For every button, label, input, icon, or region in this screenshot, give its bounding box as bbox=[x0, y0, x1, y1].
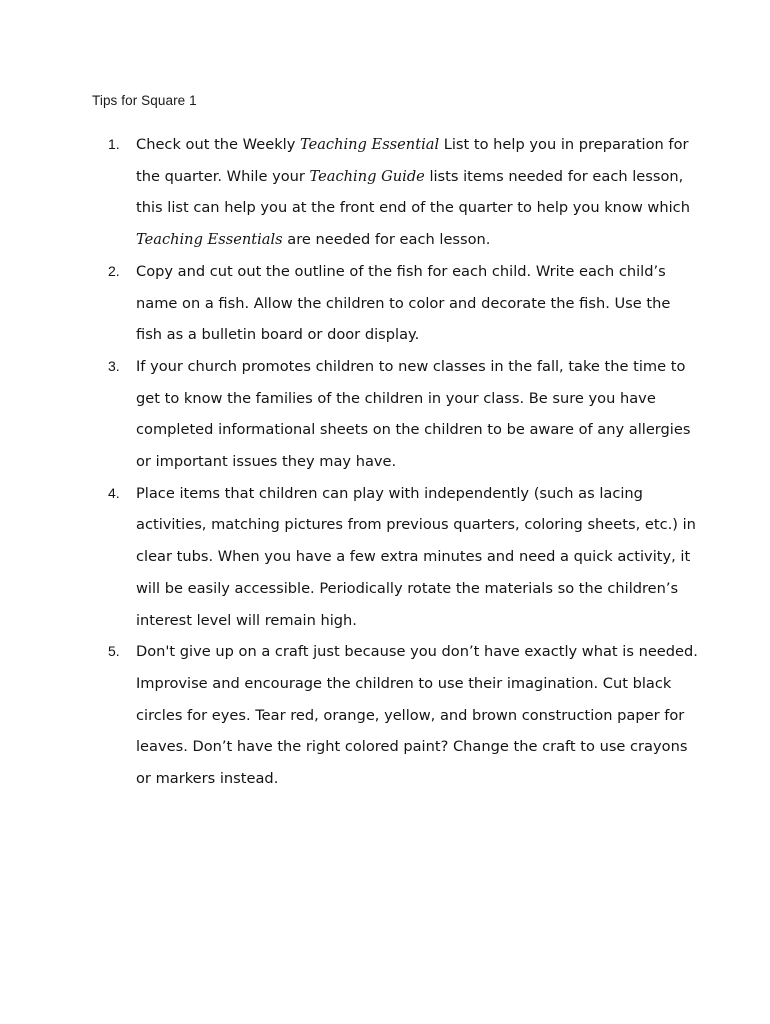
tip-text bbox=[136, 136, 690, 248]
tip-text bbox=[136, 643, 698, 787]
tip-number: 2. bbox=[108, 262, 120, 279]
tip-text bbox=[136, 263, 670, 343]
tip-text-segment: Copy and cut out the outline of the fish for each child. Write each child’s name on a fish. Allow the children to color and decorate the fish. Use the fish as a bulletin board or door display. bbox=[136, 262, 671, 344]
tip-text-segment: List to help you in preparation for the quarter. While your bbox=[136, 136, 689, 185]
tip-text bbox=[136, 485, 696, 629]
tip-item bbox=[108, 256, 698, 351]
tip-text bbox=[136, 358, 690, 470]
tips-list bbox=[108, 129, 698, 795]
tip-item bbox=[108, 129, 698, 256]
tip-item bbox=[108, 636, 698, 795]
tip-item bbox=[108, 478, 698, 637]
tip-text-segment: Don't give up on a craft just because you don’t have exactly what is needed. Improvise and encourage the children to use their imagination. Cut black circles for eyes. Tear red, orange, yellow, and brown construction paper for leaves. Don’t have the right colored paint? Change the craft to use crayons or markers instead. bbox=[136, 643, 698, 788]
tip-text-italic-segment: Teaching Essentials bbox=[136, 231, 283, 249]
tip-text-segment: lists items needed for each lesson, this list can help you at the front end of the quarter to help you know which bbox=[136, 167, 690, 217]
tip-text-segment: Place items that children can play with independently (such as lacing activities, matching pictures from previous quarters, coloring sheets, etc.) in clear tubs. When you have a few extra minutes and need a quick activity, it will be easily accessible. Periodically rotate the materials so the children’s interest level will remain high. bbox=[136, 484, 696, 629]
tip-item bbox=[108, 351, 698, 478]
tip-number: 4. bbox=[108, 484, 120, 501]
tip-text-italic-segment: Teaching Essential bbox=[299, 136, 440, 153]
tip-number: 1. bbox=[108, 136, 120, 152]
tip-text-segment: are needed for each lesson. bbox=[282, 231, 491, 249]
tip-number: 5. bbox=[108, 643, 120, 660]
tip-text-segment: If your church promotes children to new classes in the fall, take the time to get to know the families of the children in your class. Be sure you have completed informational sheets on the children to be aware of any allergies or important issues they may have. bbox=[136, 357, 691, 471]
tip-number: 3. bbox=[108, 357, 120, 374]
document-title: Tips for Square 1 bbox=[92, 93, 197, 108]
tip-text-segment: Check out the Weekly bbox=[136, 136, 300, 153]
tip-text-italic-segment: Teaching Guide bbox=[309, 167, 425, 185]
